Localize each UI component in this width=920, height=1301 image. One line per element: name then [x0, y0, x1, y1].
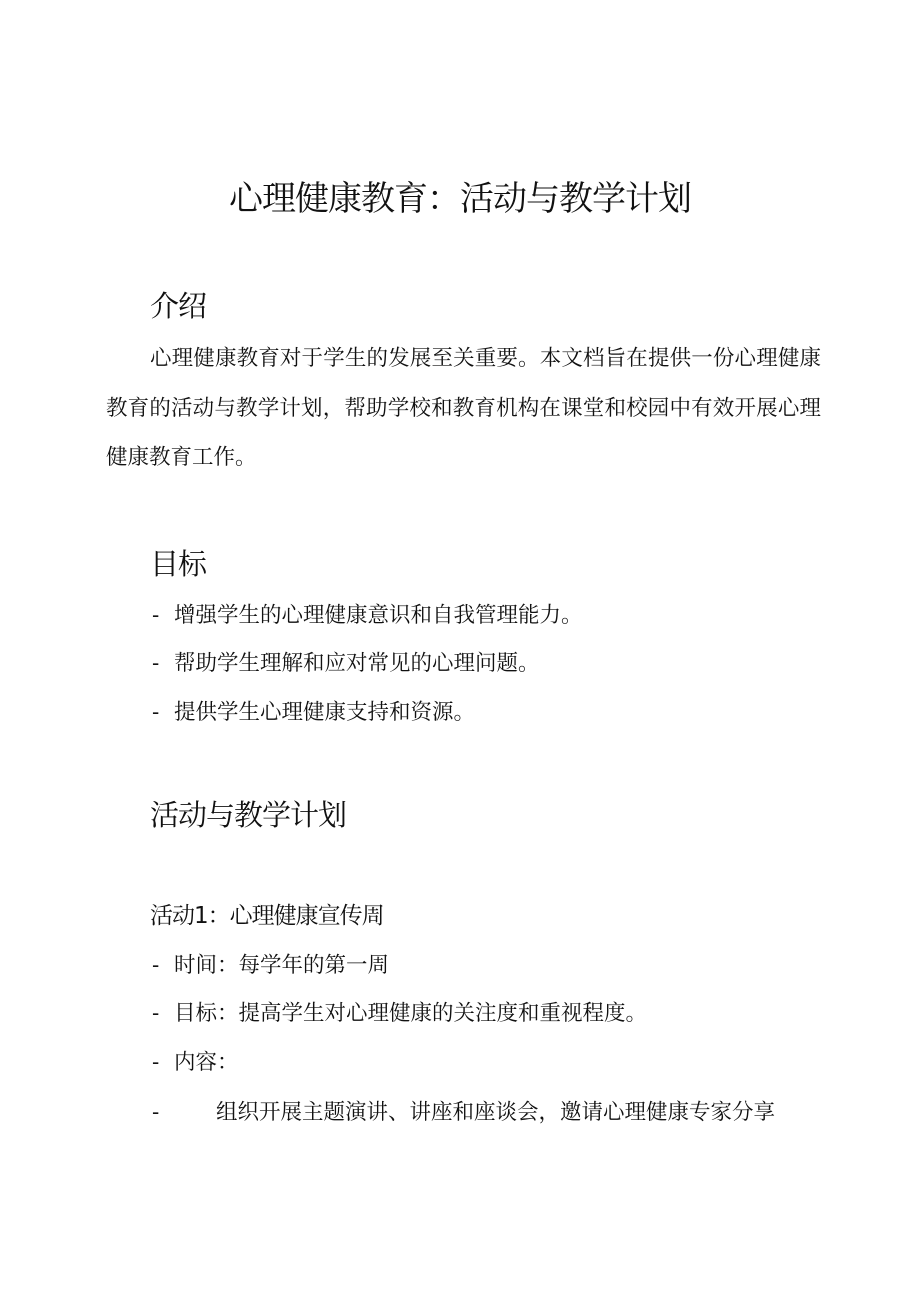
bullet-dash: -: [152, 1050, 160, 1075]
goal-item: [152, 696, 475, 730]
activity1-item-text: 时间：每学年的第一周: [174, 953, 390, 978]
goal-item-text: 提供学生心理健康支持和资源。: [174, 700, 476, 725]
activity1-item: [152, 1096, 820, 1130]
activity1-item: [152, 997, 647, 1031]
activity1-item: [152, 1046, 239, 1080]
bullet-dash: -: [152, 603, 160, 628]
plan-heading: 活动与教学计划: [150, 798, 347, 832]
intro-heading: 介绍: [150, 289, 207, 323]
activity1-item-text: 内容：: [174, 1050, 239, 1075]
goal-item-text: 增强学生的心理健康意识和自我管理能力。: [174, 603, 583, 628]
goals-heading: 目标: [150, 547, 207, 581]
activity1-item: [152, 949, 389, 983]
bullet-dash: -: [152, 651, 160, 676]
bullet-dash: -: [152, 1001, 160, 1026]
document-title: 心理健康教育：活动与教学计划: [229, 179, 691, 219]
activity1-item-text: 组织开展主题演讲、讲座和座谈会，邀请心理健康专家分享: [216, 1100, 776, 1125]
bullet-dash: -: [152, 700, 160, 725]
bullet-dash: -: [152, 1100, 160, 1125]
intro-paragraph: 心理健康教育对于学生的发展至关重要。本文档旨在提供一份心理健康教育的活动与教学计划，帮助学校和教育机构在课堂和校园中有效开展心理健康教育工作。: [106, 346, 821, 470]
goal-item-text: 帮助学生理解和应对常见的心理问题。: [174, 651, 540, 676]
goal-item: [152, 647, 540, 681]
bullet-dash: -: [152, 953, 160, 978]
activity1-item-text: 目标：提高学生对心理健康的关注度和重视程度。: [174, 1001, 648, 1026]
goal-item: [152, 599, 583, 633]
activity1-heading: 活动1：心理健康宣传周: [150, 903, 384, 929]
